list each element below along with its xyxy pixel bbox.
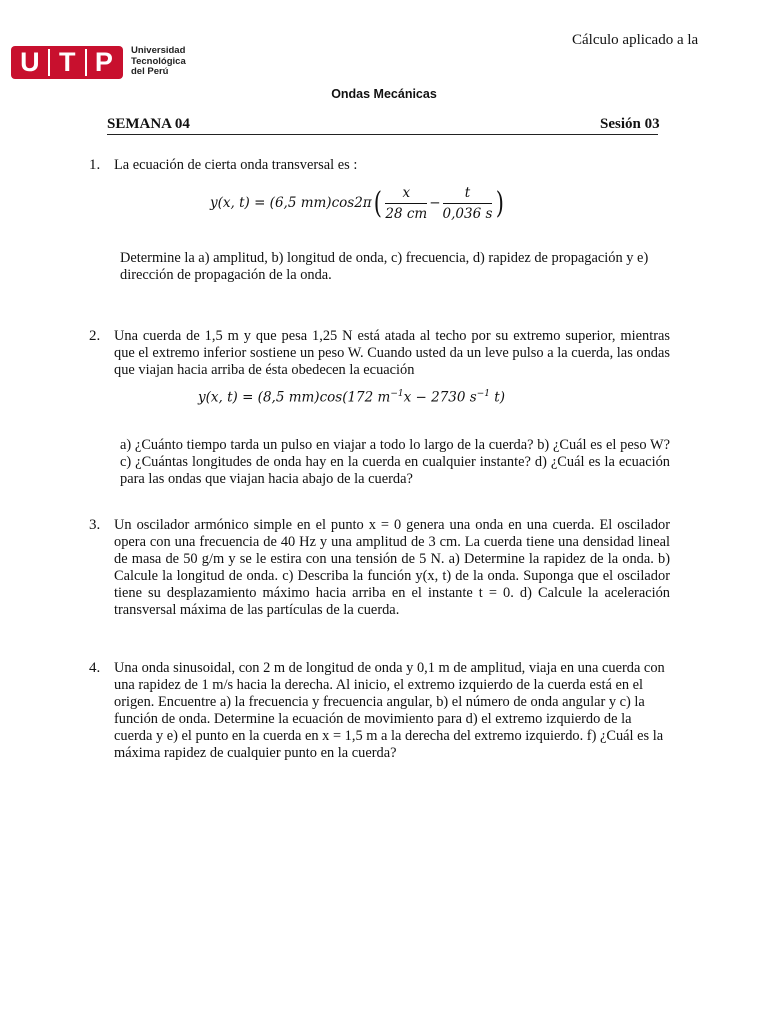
problem-4-text: Una onda sinusoidal, con 2 m de longitud de onda y 0,1 m de amplitud, viaja en una cuerda con una rapidez de 1 m/s hacia la derecha. Al inicio, el extremo izquierdo de la cuerda está en el origen. Encuentre a) la frecuencia y frecuencia angular, b) el número de onda angular y c) la función de onda. Determine la ecuación de movimiento para d) el extremo izquierdo de la cuerda y e) el punto en la cuerda en x = 1,5 m a la derecha del extremo izquierdo. f) ¿Cuál es la máxima rapidez de cualquier punto en la cuerda? (114, 660, 665, 762)
problem-1-question: Determine la a) amplitud, b) longitud de onda, c) frecuencia, d) rapidez de propagación y e) dirección de propagación de la onda. (120, 250, 649, 284)
problem-2-number: 2. (89, 328, 101, 344)
problem-2-question: a) ¿Cuánto tiempo tarda un pulso en viajar a todo lo largo de la cuerda? b) ¿Cuál es el peso W? c) ¿Cuántas longitudes de onda hay en la cuerda en cualquier instante? d) ¿Cuál es la ecuación para las ondas que viajan hacia abajo de la cuerda? (120, 437, 670, 488)
problem-1-equation (210, 185, 506, 222)
problem-1-intro: La ecuación de cierta onda transversal es : (114, 157, 358, 173)
problem-3-text: Un oscilador armónico simple en el punto x = 0 genera una onda en una cuerda. El oscilador opera con una frecuencia de 40 Hz y una amplitud de 3 cm. La cuerda tiene una densidad lineal de masa de 50 g/m y se le estira con una tensión de 5 N. a) Determine la rapidez de la onda. b) Calcule la longitud de onda. c) Describa la función y(x, t) de la onda. Suponga que el oscilador tiene su desplazamiento máximo hacia arriba en el instante t = 0. d) Calcule la aceleración transversal máxima de las partículas de la cuerda. (114, 517, 670, 619)
logo-university-name (131, 46, 186, 78)
logo-letter-p: P (94, 47, 114, 77)
utp-logo (11, 46, 191, 80)
equation-part: x − 2730 s (403, 389, 477, 406)
minus-sign: − (429, 195, 441, 211)
close-paren: ) (496, 185, 505, 221)
week-label: SEMANA 04 (107, 116, 190, 132)
equation-exponent: −1 (390, 389, 404, 399)
logo-text-line: Tecnológica (131, 55, 186, 67)
equation-part: t) (489, 389, 505, 406)
fraction-x (385, 185, 427, 222)
problem-1-number: 1. (89, 157, 101, 173)
logo-text-line: del Perú (131, 66, 169, 77)
logo-letter-t: T (58, 47, 77, 77)
open-paren: ( (373, 185, 382, 221)
logo-separator (48, 49, 50, 76)
logo-text-line: Universidad (131, 45, 186, 56)
equation-lhs: y(x, t) = (6,5 mm)cos2π (210, 195, 372, 211)
equation-part: y(x, t) = (8,5 mm)cos(172 m (198, 389, 391, 406)
logo-letters (11, 46, 123, 79)
problem-4-number: 4. (89, 660, 101, 676)
logo-separator (85, 49, 87, 76)
equation-exponent: −1 (476, 389, 490, 399)
problem-2-intro: Una cuerda de 1,5 m y que pesa 1,25 N está atada al techo por su extremo superior, mientras que el extremo inferior sostiene un peso W. Cuando usted da un leve pulso a la cuerda, las ondas que viajan hacia arriba de ésta obedecen la ecuación (114, 328, 670, 379)
fraction-denominator: 28 cm (385, 206, 428, 222)
fraction-numerator: x (385, 185, 427, 204)
problem-2-equation (198, 389, 505, 406)
fraction-t (443, 185, 493, 222)
fraction-numerator: t (443, 185, 493, 204)
logo-letter-u: U (20, 47, 41, 77)
course-header: Cálculo aplicado a la (572, 32, 699, 48)
page-title: Ondas Mecánicas (331, 87, 437, 101)
fraction-denominator: 0,036 s (442, 206, 493, 222)
problem-3-number: 3. (89, 517, 101, 533)
header-divider (107, 134, 658, 135)
session-label: Sesión 03 (600, 116, 660, 132)
